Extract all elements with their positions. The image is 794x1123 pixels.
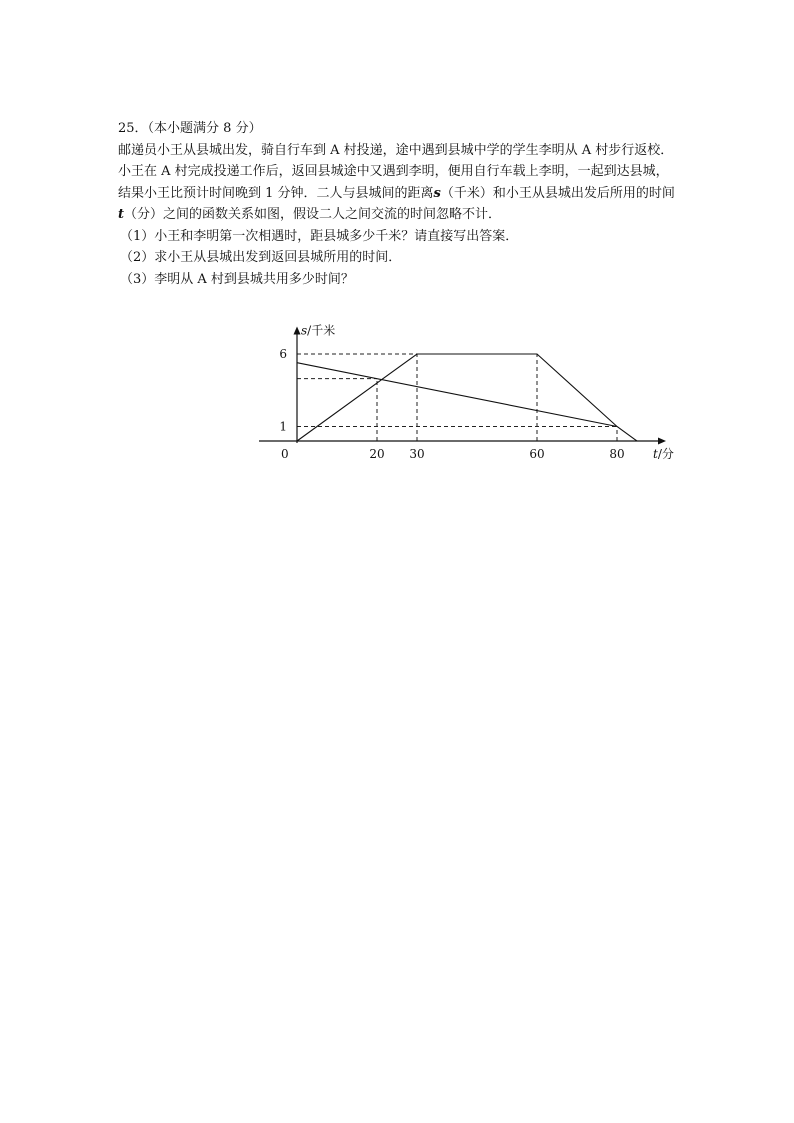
y-tick-label: 6	[279, 347, 287, 361]
variable-t: t	[118, 207, 125, 222]
x-tick-label: 20	[369, 447, 385, 461]
x-axis-label	[653, 446, 674, 461]
y-axis-arrow-icon	[294, 327, 301, 335]
question-list	[118, 226, 678, 291]
question-3: （3）李明从 A 村到县城共用多少时间？	[120, 271, 354, 287]
y-axis-label	[301, 323, 335, 338]
statement-part-2: （千米）和小王从县城出发后所用的时间	[440, 185, 675, 201]
question-1: （1）小王和李明第一次相遇时，距县城多少千米？请直接写出答案．	[120, 228, 519, 244]
x-axis-variable: t	[653, 447, 658, 461]
problem-statement	[118, 140, 678, 226]
y-axis-unit: /千米	[307, 323, 336, 338]
axis-labels	[279, 323, 674, 462]
statement-part-1: 邮递员小王从县城出发，骑自行车到 A 村投递，途中遇到县城中学的学生李明从 A 村步行返校．小王在 A 村完成投递工作后，返回县城途中又遇到李明，便用自行车载上李明，一起到达县城，结果小王比预计时间晚到 1 分钟．二人与县城间的距离	[118, 142, 674, 201]
series-line-2	[297, 363, 617, 427]
y-tick-label: 1	[279, 419, 287, 434]
x-tick-label: 60	[529, 447, 545, 461]
graph-svg	[250, 305, 680, 470]
statement-part-3: （分）之间的函数关系如图，假设二人之间交流的时间忽略不计．	[124, 207, 502, 222]
x-axis-arrow-icon	[658, 438, 666, 445]
distance-time-graph	[250, 305, 680, 470]
problem-block	[118, 118, 678, 290]
question-2: （2）求小王从县城出发到返回县城所用的时间．	[120, 250, 402, 265]
x-tick-label: 80	[609, 447, 625, 461]
variable-s: s	[433, 185, 441, 201]
problem-heading: 25．（本小题满分 8 分）	[118, 121, 262, 136]
x-axis-unit: /分	[657, 447, 674, 461]
series-lines	[297, 354, 637, 441]
x-tick-label: 30	[409, 447, 425, 461]
y-axis-variable: s	[301, 323, 308, 338]
series-line-1	[297, 354, 637, 441]
origin-label: 0	[281, 447, 289, 461]
dashed-guides	[297, 354, 617, 441]
